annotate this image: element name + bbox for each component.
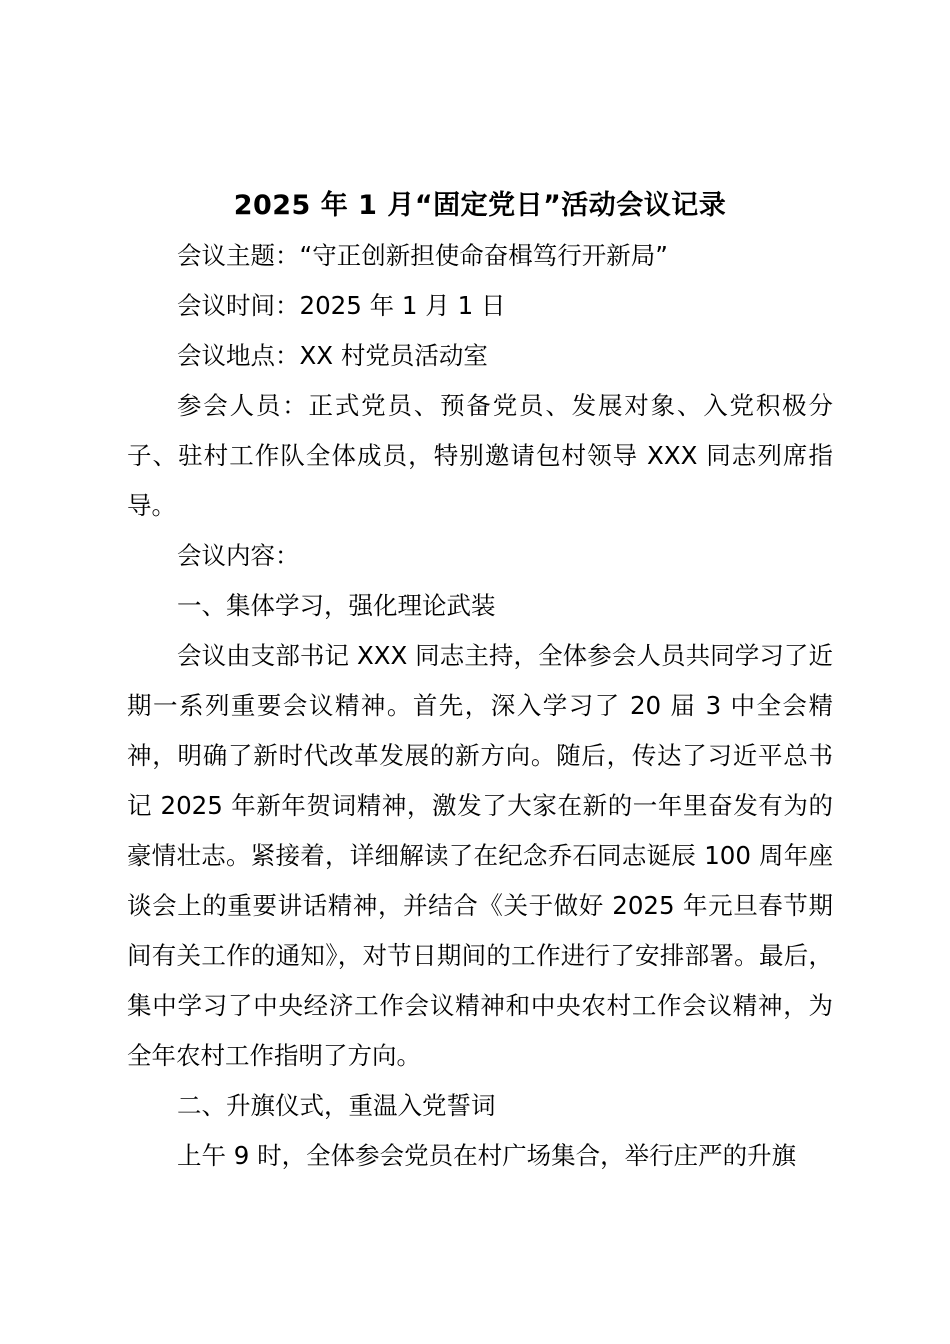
section-1-body: 会议由支部书记 XXX 同志主持，全体参会人员共同学习了近期一系列重要会议精神。首先，深入学习了 20 届 3 中全会精神，明确了新时代改革发展的新方向。随后，传达了习近平总书记 2025 年新年贺词精神，激发了大家在新的一年里奋发有为的豪情壮志。紧接着，详细解读了在纪念乔石同志诞辰 100 周年座谈会上的重要讲话精神，并结合《关于做好 2025 年元旦春节期间有关工作的通知》，对节日期间的工作进行了安排部署。最后，集中学习了中央经济工作会议精神和中央农村工作会议精神，为全年农村工作指明了方向。: [127, 641, 833, 1070]
meeting-content-label: 会议内容：: [177, 541, 300, 570]
document-page: [127, 182, 833, 1181]
meeting-time: 会议时间：2025 年 1 月 1 日: [177, 291, 506, 320]
section-2-body: 上午 9 时，全体参会党员在村广场集合，举行庄严的升旗: [177, 1141, 797, 1170]
document-title: 2025 年 1 月“固定党日”活动会议记录: [233, 190, 727, 221]
section-2-heading: 二、升旗仪式，重温入党誓词: [177, 1091, 496, 1120]
meeting-location: 会议地点：XX 村党员活动室: [177, 341, 488, 370]
section-1-heading: 一、集体学习，强化理论武装: [177, 591, 496, 620]
meeting-attendees: 参会人员：正式党员、预备党员、发展对象、入党积极分子、驻村工作队全体成员，特别邀请包村领导 XXX 同志列席指导。: [127, 391, 833, 520]
meeting-theme: 会议主题：“守正创新担使命奋楫笃行开新局”: [177, 241, 668, 270]
